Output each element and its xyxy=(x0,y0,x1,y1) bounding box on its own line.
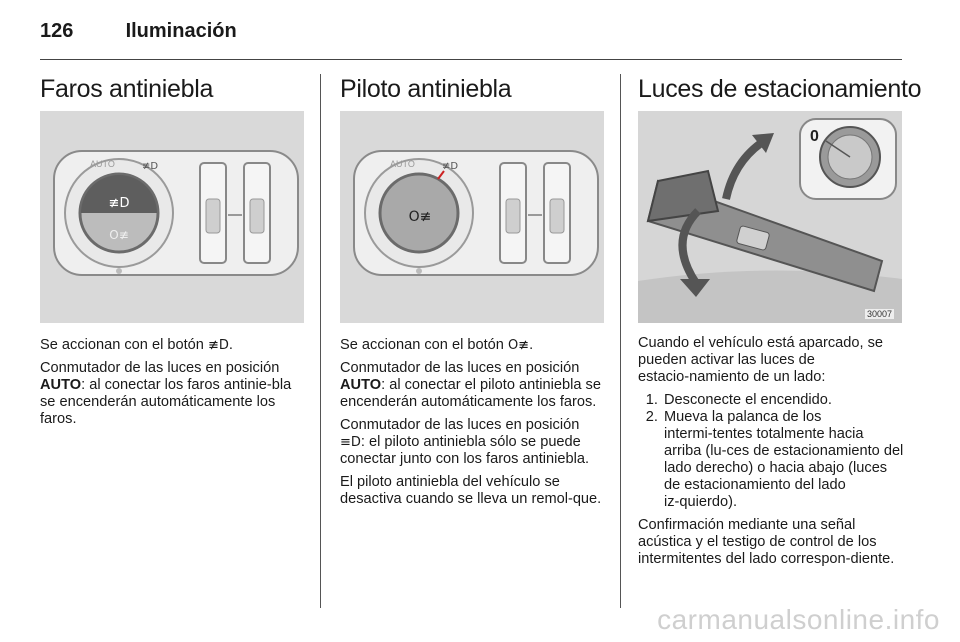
light-switch-figure xyxy=(40,111,304,323)
watermark: carmanualsonline.info xyxy=(657,604,940,635)
paragraph: El piloto antiniebla del vehículo se desactiva cuando se lleva un remol‑que. xyxy=(340,474,602,507)
svg-text:O≢: O≢ xyxy=(408,209,432,225)
svg-text:AUTO: AUTO xyxy=(90,159,115,169)
figure-code: 30007 xyxy=(866,309,892,319)
rear-fog-heading: Piloto antiniebla xyxy=(340,75,512,103)
parking-lights-text xyxy=(638,335,904,568)
fog-lights-text xyxy=(40,337,306,428)
parking-lights-section xyxy=(638,74,922,574)
paragraph: Se accionan con el botón O≢. xyxy=(340,337,534,353)
rear-fog-light-section xyxy=(340,74,606,514)
page-header xyxy=(40,20,237,43)
svg-text:≢D: ≢D xyxy=(442,161,459,172)
rear-fog-text xyxy=(340,337,606,508)
section-title: Iluminación xyxy=(125,20,237,42)
light-switch-figure xyxy=(340,111,604,323)
column-divider xyxy=(620,74,621,608)
turn-signal-lever-figure xyxy=(638,111,902,323)
svg-text:O≢: O≢ xyxy=(109,228,129,242)
paragraph: Conmutador de las luces en posición AUTO: al conectar el piloto antiniebla se encenderán automáticamente los faros. xyxy=(340,360,601,410)
column-divider xyxy=(320,74,321,608)
svg-text:≢D: ≢D xyxy=(142,161,159,172)
paragraph: Confirmación mediante una señal acústica y el testigo de control de los intermitentes del lado correspon‑diente. xyxy=(638,517,895,567)
svg-text:0: 0 xyxy=(810,128,819,145)
steps-list xyxy=(638,392,904,511)
paragraph: Conmutador de las luces en posición ≡D: el piloto antiniebla sólo se puede conectar junto con los faros antiniebla. xyxy=(340,417,590,467)
fog-lights-section xyxy=(40,74,306,434)
paragraph: Cuando el vehículo está aparcado, se pueden activar las luces de estacio‑namiento de un lado: xyxy=(638,335,884,385)
parking-lights-heading: Luces de estacionamiento xyxy=(638,75,922,103)
page-number: 126 xyxy=(40,20,74,42)
low-beam-light-icon: ≡D xyxy=(340,435,361,450)
paragraph: Se accionan con el botón ≢D. xyxy=(40,337,233,353)
svg-text:≢D: ≢D xyxy=(108,196,130,211)
front-fog-light-icon: ≢D xyxy=(207,338,229,353)
paragraph: Conmutador de las luces en posición AUTO: al conectar los faros antinie‑bla se encenderán automáticamente los faros. xyxy=(40,360,292,427)
fog-lights-heading: Faros antiniebla xyxy=(40,75,214,103)
header-rule xyxy=(40,59,902,60)
list-item: 2. Mueva la palanca de los intermi‑tentes totalmente hacia arriba (lu‑ces de estacionamiento del lado derecho) o hacia abajo (luces de estacionamiento del lado iz‑quierdo). xyxy=(662,409,904,511)
list-item: 1. Desconecte el encendido. xyxy=(662,392,904,409)
svg-text:AUTO: AUTO xyxy=(390,159,415,169)
rear-fog-light-icon: O≢ xyxy=(507,338,530,353)
